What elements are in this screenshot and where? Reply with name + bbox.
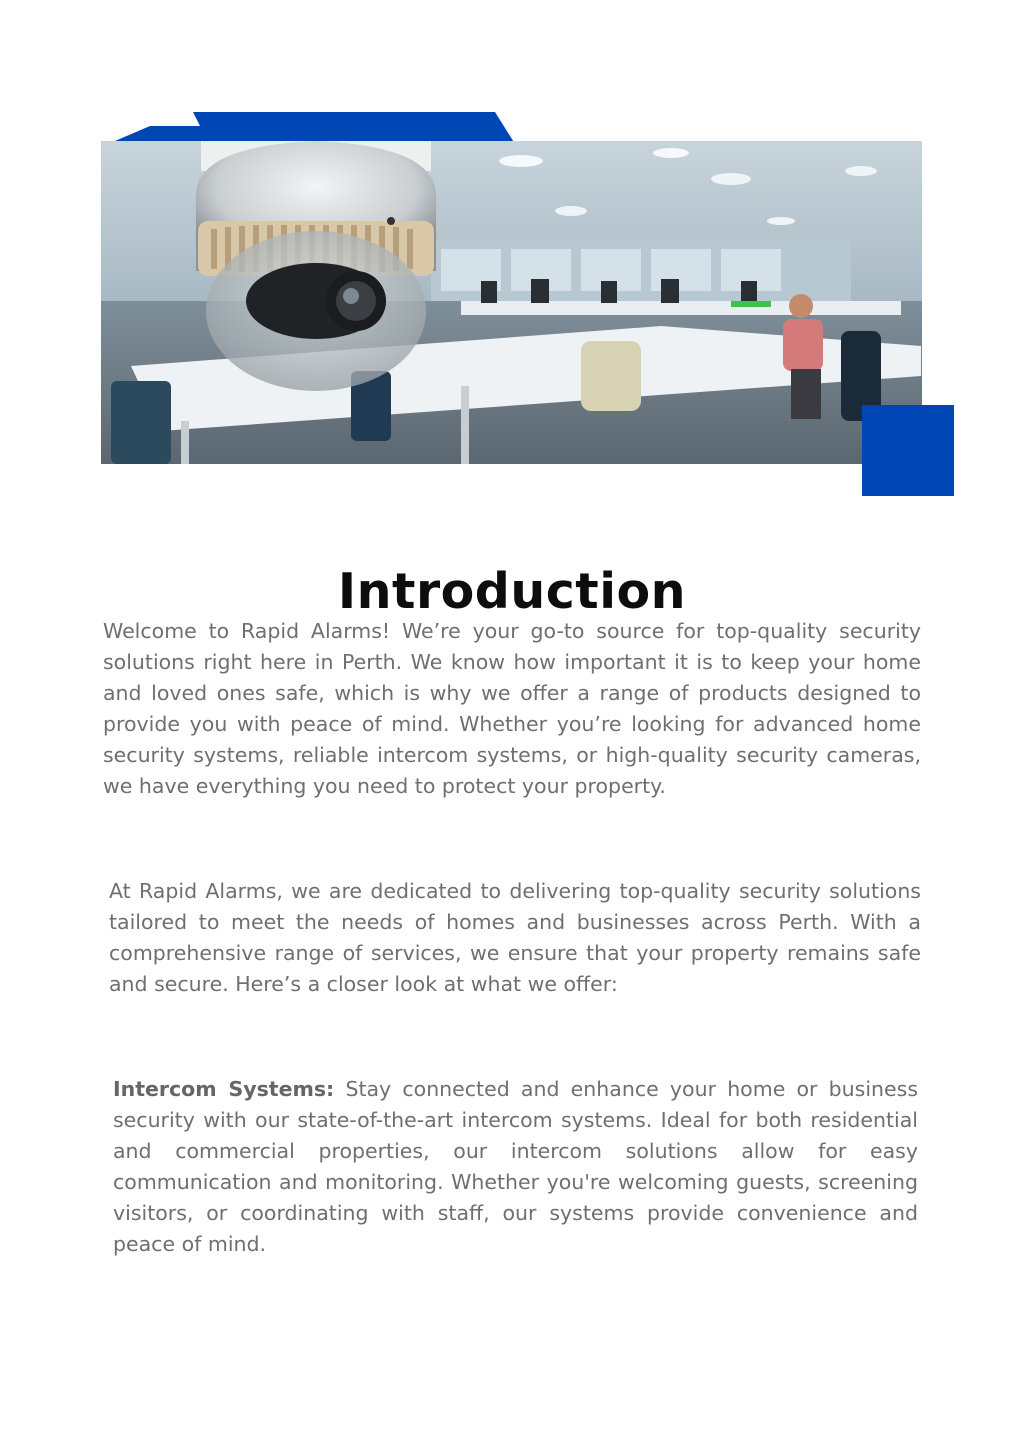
intercom-lead: Intercom Systems: <box>113 1077 335 1101</box>
intercom-body: Stay connected and enhance your home or business security with our state-of-the-art intercom systems. Ideal for both residential and commercial properties, our intercom solutions allow for easy communication and monitoring. Whether you're welcoming guests, screening visitors, or coordinating with staff, our systems provide convenience and peace of mind. <box>113 1077 919 1256</box>
intercom-paragraph <box>113 1074 918 1260</box>
hero-photo <box>101 141 922 464</box>
intro-paragraph: Welcome to Rapid Alarms! We’re your go-to source for top-quality security solutions right here in Perth. We know how important it is to keep your home and loved ones safe, which is why we offer a range of products designed to provide you with peace of mind. Whether you’re looking for advanced home security systems, reliable intercom systems, or high-quality security cameras, we have everything you need to protect your property. <box>103 619 921 798</box>
services-intro-paragraph: At Rapid Alarms, we are dedicated to delivering top-quality security solutions tailored to meet the needs of homes and businesses across Perth. With a comprehensive range of services, we ensure that your property remains safe and secure. Here’s a closer look at what we offer: <box>109 879 921 996</box>
page-title: Introduction <box>337 562 687 620</box>
office-camera-illustration <box>101 141 922 464</box>
accent-square <box>862 405 954 496</box>
hero-section <box>0 0 1024 500</box>
